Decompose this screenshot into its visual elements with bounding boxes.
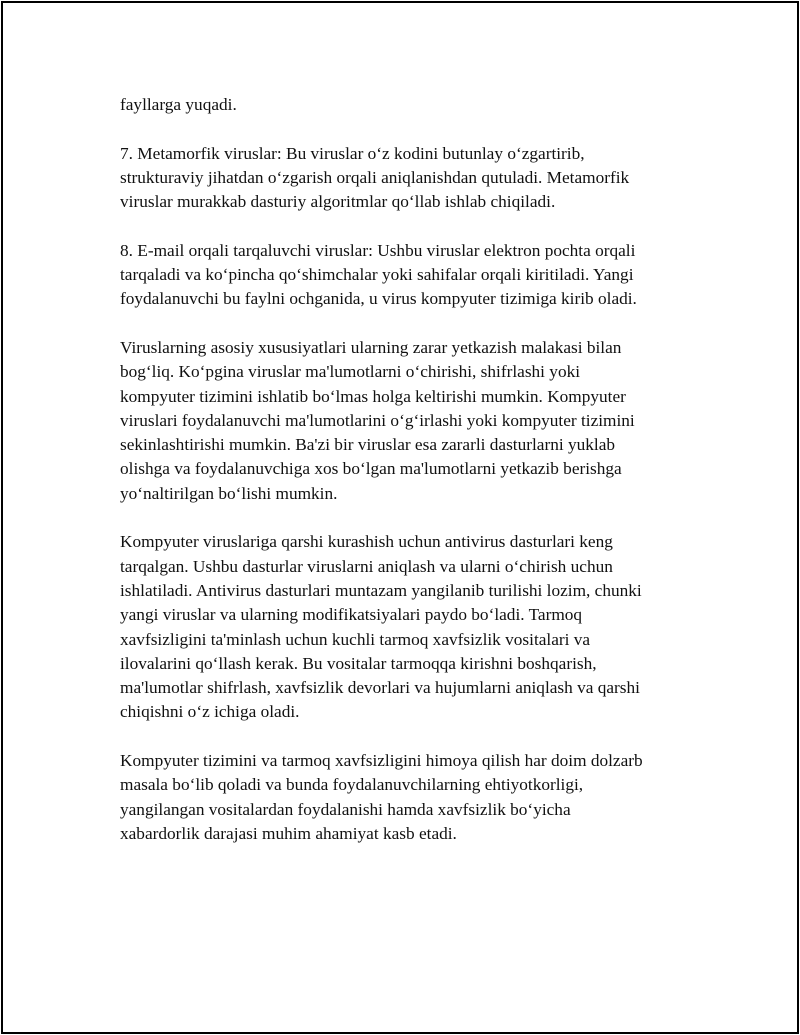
text-line: 8. E-mail orqali tarqaluvchi viruslar: Ushbu viruslar elektron pochta orqali: [120, 240, 636, 260]
text-line: sekinlashtirishi mumkin. Ba'zi bir viruslar esa zararli dasturlarni yuklab: [120, 435, 616, 455]
text-line: viruslar murakkab dasturiy algoritmlar qo‘llab ishlab chiqiladi.: [120, 192, 556, 212]
paragraph-gap: [120, 312, 700, 336]
text-line: bog‘liq. Ko‘pgina viruslar ma'lumotlarni o‘chirishi, shifrlashi yoki: [120, 362, 581, 382]
paragraph-features: [120, 336, 700, 506]
text-line: tarqaladi va ko‘pincha qo‘shimchalar yoki sahifalar orqali kiritiladi. Yangi: [120, 265, 634, 285]
text-line: xavfsizligini ta'minlash uchun kuchli tarmoq xavfsizlik vositalari va: [120, 629, 591, 649]
text-line: Kompyuter viruslariga qarshi kurashish uchun antivirus dasturlari keng: [120, 532, 613, 552]
text-line: kompyuter tizimini ishlatib bo‘lmas holga keltirishi mumkin. Kompyuter: [120, 386, 626, 406]
paragraph-gap: [120, 725, 700, 749]
text-line: yangilangan vositalardan foydalanishi hamda xavfsizlik bo‘yicha: [120, 799, 571, 819]
document-body: [120, 93, 700, 846]
text-line: olishga va foydalanuvchiga xos bo‘lgan ma'lumotlarni yetkazib berishga: [120, 459, 622, 479]
text-line: tarqalgan. Ushbu dasturlar viruslarni aniqlash va ularni o‘chirish uchun: [120, 556, 613, 576]
paragraph-metamorphic: [120, 142, 700, 215]
text-line: xabardorlik darajasi muhim ahamiyat kasb etadi.: [120, 823, 457, 843]
paragraph-conclusion: [120, 749, 700, 846]
text-line: yangi viruslar va ularning modifikatsiyalari paydo bo‘ladi. Tarmoq: [120, 605, 583, 625]
text-line: ishlatiladi. Antivirus dasturlari muntazam yangilanib turilishi lozim, chunki: [120, 580, 642, 600]
text-line: masala bo‘lib qoladi va bunda foydalanuvchilarning ehtiyotkorligi,: [120, 775, 584, 795]
paragraph-antivirus: [120, 530, 700, 724]
text-line: foydalanuvchi bu faylni ochganida, u virus kompyuter tizimiga kirib oladi.: [120, 289, 637, 309]
text-line: strukturaviy jihatdan o‘zgarish orqali aniqlanishdan qutuladi. Metamorfik: [120, 167, 630, 187]
paragraph-gap: [120, 506, 700, 530]
text-line: Viruslarning asosiy xususiyatlari ularning zarar yetkazish malakasi bilan: [120, 337, 622, 357]
text-line: yo‘naltirilgan bo‘lishi mumkin.: [120, 483, 338, 503]
text-line: fayllarga yuqadi.: [120, 95, 237, 114]
text-line: viruslari foydalanuvchi ma'lumotlarini o‘g‘irlashi yoki kompyuter tizimini: [120, 410, 635, 430]
text-line: 7. Metamorfik viruslar: Bu viruslar o‘z kodini butunlay o‘zgartirib,: [120, 143, 585, 163]
paragraph-continuation: [120, 93, 700, 117]
paragraph-gap: [120, 117, 700, 141]
paragraph-email: [120, 239, 700, 312]
text-line: chiqishni o‘z ichiga oladi.: [120, 702, 300, 722]
text-line: ma'lumotlar shifrlash, xavfsizlik devorlari va hujumlarni aniqlash va qarshi: [120, 678, 640, 698]
page-frame: [1, 1, 799, 1034]
text-line: ilovalarini qo‘llash kerak. Bu vositalar tarmoqqa kirishni boshqarish,: [120, 653, 597, 673]
paragraph-gap: [120, 214, 700, 238]
text-line: Kompyuter tizimini va tarmoq xavfsizligini himoya qilish har doim dolzarb: [120, 751, 643, 771]
